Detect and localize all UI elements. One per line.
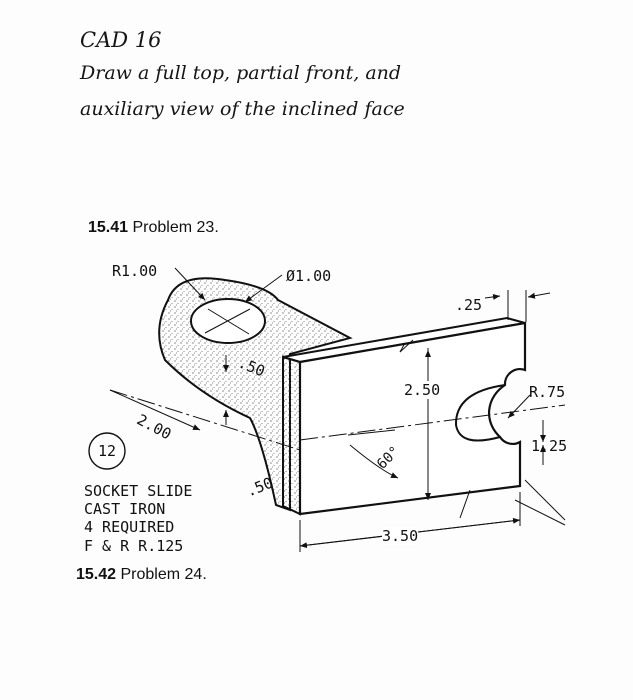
dim-angle: 60°: [374, 443, 404, 473]
title-block-fillets: F & R R.125: [84, 537, 184, 555]
dim-slot-radius: R.75: [529, 383, 566, 401]
dim-diameter: Ø1.00: [286, 267, 332, 285]
dim-base-thick: .50: [243, 473, 276, 501]
problem-24-label: Problem 24.: [120, 566, 207, 583]
dim-depth: 2.00: [133, 410, 175, 444]
handwritten-title: CAD 16: [80, 28, 162, 52]
part-number: 12: [98, 442, 117, 460]
dim-thick-top: .25: [455, 296, 483, 314]
dim-slot-width: 1.25: [531, 437, 568, 455]
problem-24-number: 15.42: [76, 566, 117, 583]
dim-height: 2.50: [404, 381, 441, 399]
handwritten-instruction-line-1: Draw a full top, partial front, and: [80, 62, 402, 84]
problem-23-label: Problem 23.: [132, 219, 219, 236]
dim-ear-thick: .50: [235, 353, 268, 381]
title-block-qty: 4 REQUIRED: [84, 518, 175, 536]
title-block-material: CAST IRON: [84, 500, 166, 518]
dim-r-top: R1.00: [112, 262, 158, 280]
front-plate-edge: [283, 357, 300, 514]
handwritten-instruction-line-2: auxiliary view of the inclined face: [80, 98, 405, 120]
problem-23-number: 15.41: [88, 219, 129, 236]
title-block-name: SOCKET SLIDE: [84, 482, 193, 500]
dim-width: 3.50: [382, 527, 419, 545]
